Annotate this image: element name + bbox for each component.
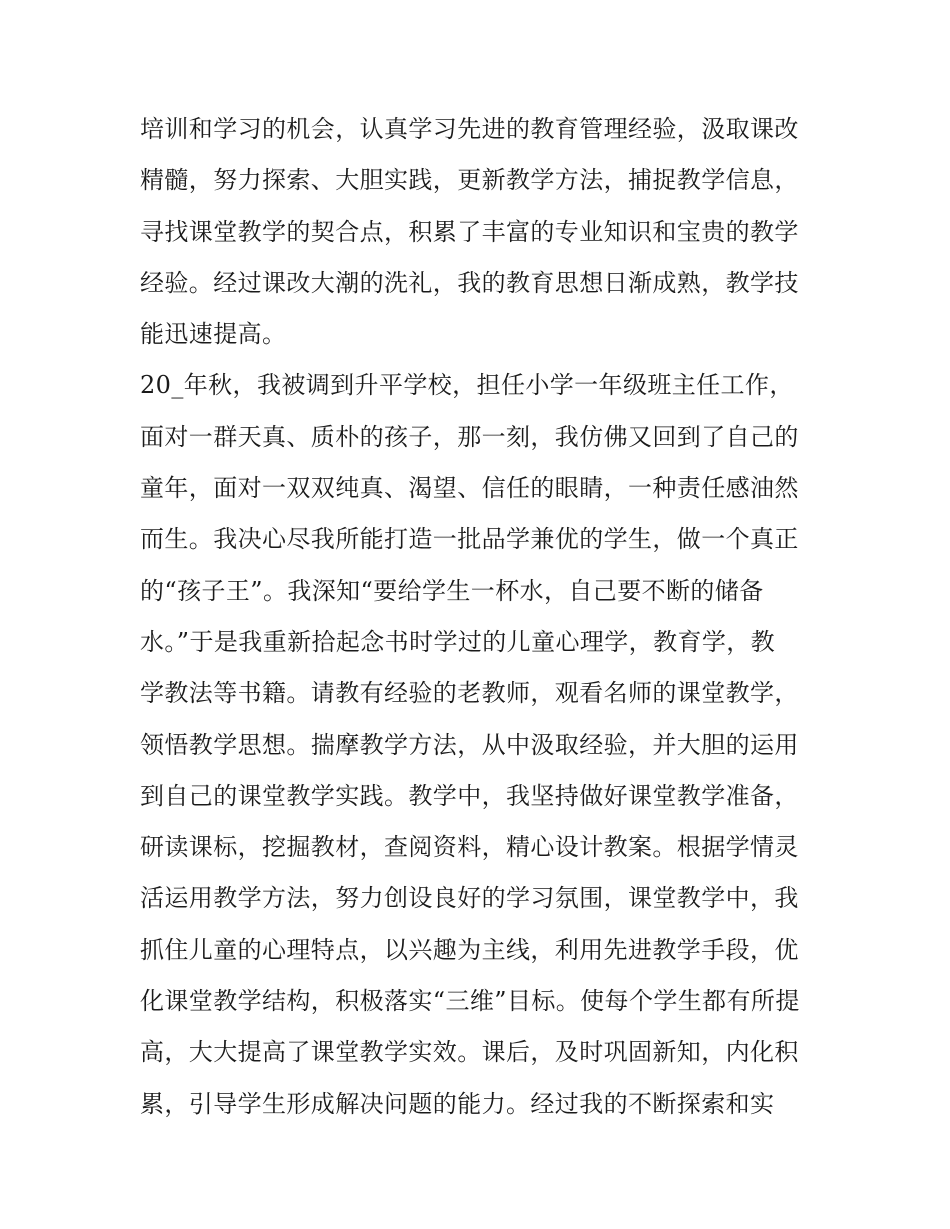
text-line: 研读课标，挖掘教材，查阅资料，精心设计教案。根据学情灵 (140, 833, 799, 862)
text-line: 抓住儿童的心理特点，以兴趣为主线，利用先进教学手段，优 (140, 935, 799, 964)
text-line: 而生。我决心尽我所能打造一批品学兼优的学生，做一个真正 (140, 525, 799, 554)
text-line: 能迅速提高。 (140, 320, 287, 349)
text-line: 到自己的课堂教学实践。教学中，我坚持做好课堂教学准备， (140, 781, 799, 810)
text-line: 童年，面对一双双纯真、渴望、信任的眼睛，一种责任感油然 (140, 474, 799, 503)
text-line: 培训和学习的机会，认真学习先进的教育管理经验，汲取课改 (140, 115, 799, 143)
text-line: 高，大大提高了课堂教学实效。课后，及时巩固新知，内化积 (140, 1038, 799, 1067)
text-line: 领悟教学思想。揣摩教学方法，从中汲取经验，并大胆的运用 (140, 730, 799, 759)
text-line: 活运用教学方法，努力创设良好的学习氛围，课堂教学中，我 (140, 884, 799, 913)
body-text (140, 104, 820, 1130)
text-line: 水。”于是我重新拾起念书时学过的儿童心理学，教育学，教 (140, 627, 776, 656)
text-line: 经验。经过课改大潮的洗礼，我的教育思想日渐成熟，教学技 (140, 268, 799, 297)
text-line: 学教法等书籍。请教有经验的老教师，观看名师的课堂教学， (140, 679, 799, 708)
text-line: 化课堂教学结构，积极落实“三维”目标。使每个学生都有所提 (140, 987, 800, 1016)
text-line: 寻找课堂教学的契合点，积累了丰富的专业知识和宝贵的教学 (140, 217, 799, 246)
text-line: 20_年秋，我被调到升平学校，担任小学一年级班主任工作， (140, 371, 794, 400)
text-line: 累，引导学生形成解决问题的能力。经过我的不断探索和实 (140, 1089, 775, 1118)
text-line: 面对一群天真、质朴的孩子，那一刻，我仿佛又回到了自己的 (140, 422, 799, 451)
text-line: 精髓，努力探索、大胆实践，更新教学方法，捕捉教学信息， (140, 166, 799, 195)
text-line: 的“孩子王”。我深知“要给学生一杯水，自己要不断的储备 (140, 576, 764, 605)
